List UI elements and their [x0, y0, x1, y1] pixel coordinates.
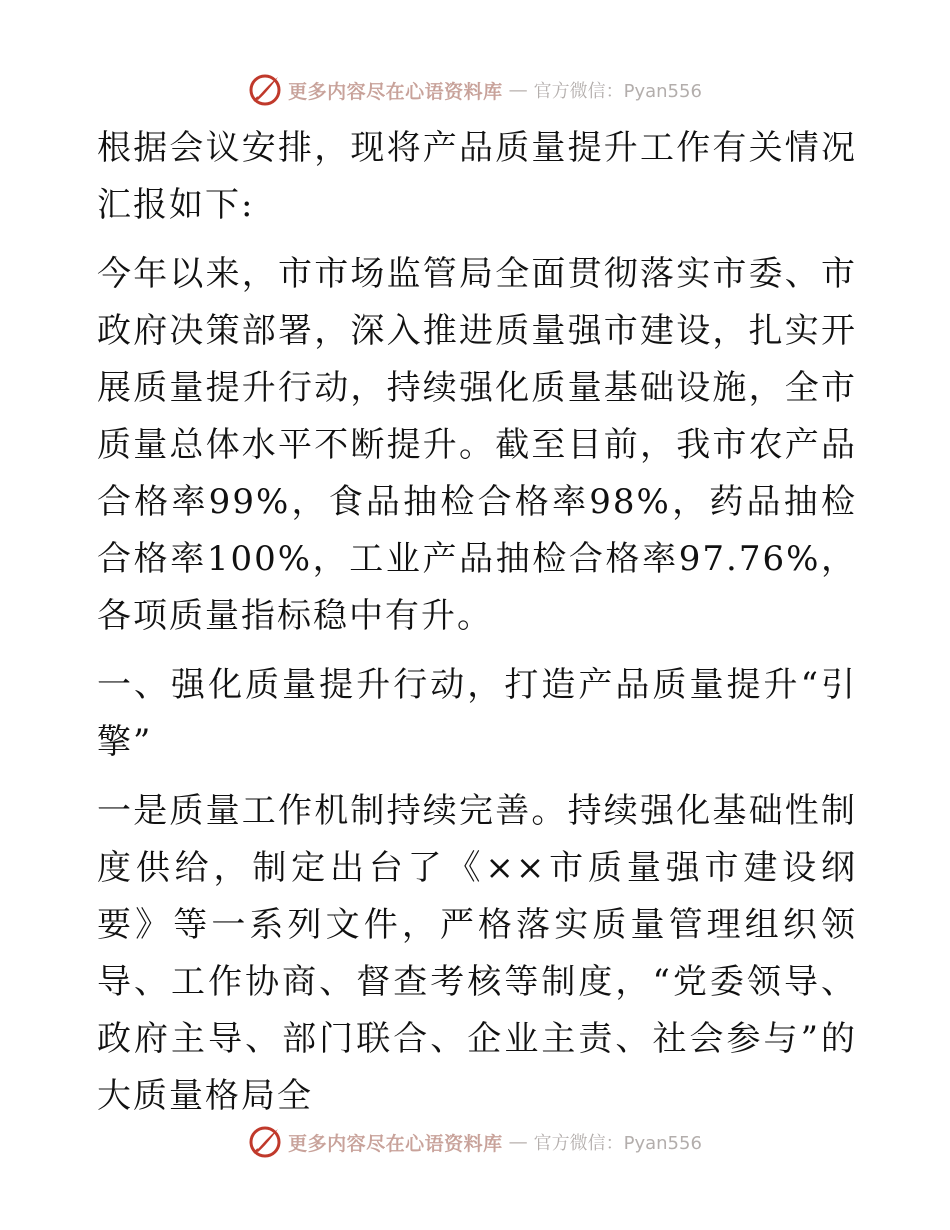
quill-pen-circle-icon	[248, 1125, 282, 1159]
paragraph-intro: 根据会议安排，现将产品质量提升工作有关情况汇报如下:	[97, 128, 857, 225]
paragraph-point-1: 一是质量工作机制持续完善。持续强化基础性制度供给，制定出台了《××市质量强市建设纲要》等一系列文件，严格落实质量管理组织领导、工作协商、督查考核等制度，“党委领导、政府主导、部门联合、企业主责、社会参与”的大质量格局全	[97, 791, 857, 1116]
watermark-separator: —	[508, 1131, 528, 1153]
watermark-separator: —	[508, 79, 528, 101]
quill-pen-circle-icon	[248, 73, 282, 107]
section-heading-1: 一、强化质量提升行动，打造产品质量提升“引擎”	[97, 665, 857, 762]
paragraph-summary: 今年以来，市市场监管局全面贯彻落实市委、市政府决策部署，深入推进质量强市建设，扎实开展质量提升行动，持续强化质量基础设施，全市质量总体水平不断提升。截至目前，我市农产品合格率99%，食品抽检合格率98%，药品抽检合格率100%，工业产品抽检合格率97.76%，各项质量指标稳中有升。	[97, 254, 857, 636]
watermark-wechat-text: 官方微信：Pyan556	[533, 1133, 702, 1154]
watermark-wechat-text: 官方微信：Pyan556	[533, 81, 702, 102]
document-body	[97, 120, 857, 1137]
header-watermark	[0, 70, 950, 110]
footer-watermark	[0, 1122, 950, 1162]
watermark-site-text: 更多内容尽在心语资料库	[288, 80, 503, 103]
watermark-site-text: 更多内容尽在心语资料库	[288, 1132, 503, 1155]
